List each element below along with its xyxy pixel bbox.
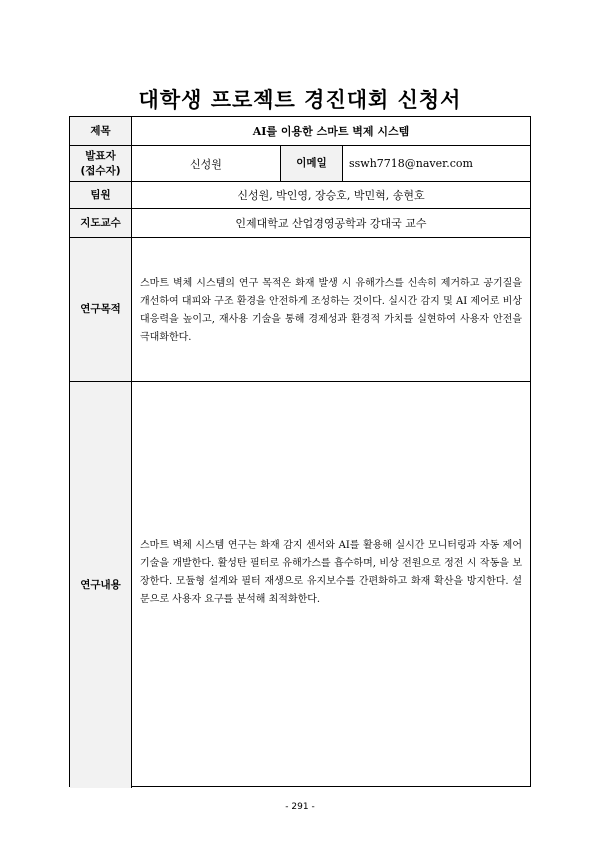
content-label: 연구내용: [70, 382, 132, 788]
presenter-name: 신성원: [132, 146, 281, 181]
page-number: - 291 -: [285, 802, 315, 812]
email-label: 이메일: [281, 146, 343, 181]
advisor-label: 지도교수: [70, 209, 132, 237]
team-value: 신성원, 박인영, 장승호, 박민혁, 송현호: [237, 189, 425, 202]
team-label: 팀원: [70, 182, 132, 208]
purpose-label: 연구목적: [70, 238, 132, 381]
application-form: [69, 116, 531, 787]
content-text: 스마트 벽체 시스템 연구는 화재 감지 센서와 AI를 활용해 실시간 모니터링과 자동 제어 기술을 개발한다. 활성탄 필터로 유해가스를 흡수하며, 비상 전원으로 정전 시 작동을 보장한다. 모듈형 설계와 필터 재생으로 유지보수를 간편화하고 화재 확산을 방지한다. 설문으로 사용자 요구를 분석해 최적화한다.: [140, 540, 522, 605]
presenter-label-line1: 발표자: [85, 149, 116, 162]
advisor-value: 인제대학교 산업경영공학과 강대국 교수: [235, 217, 427, 230]
purpose-text: 스마트 벽체 시스템의 연구 목적은 화재 발생 시 유해가스를 신속히 제거하고 공기질을 개선하여 대피와 구조 환경을 안전하게 조성하는 것이다. 실시간 감지 및 AI 제어로 비상 대응력을 높이고, 재사용 기술을 통해 경제성과 환경적 가치를 실현하여 사용자 안전을 극대화한다.: [140, 278, 522, 343]
advisor-row: [70, 209, 530, 238]
purpose-row: [70, 238, 530, 382]
presenter-row: [70, 146, 530, 182]
title-value: AI를 이용한 스마트 벽제 시스템: [252, 125, 410, 138]
presenter-label-line2: (접수자): [80, 164, 121, 177]
title-label: 제목: [70, 117, 132, 145]
page-title: 대학생 프로젝트 경진대회 신청서: [138, 88, 462, 112]
title-row: [70, 117, 530, 146]
presenter-label: [70, 146, 132, 181]
team-row: [70, 182, 530, 209]
content-row: [70, 382, 530, 788]
email-value: sswh7718@naver.com: [349, 157, 473, 170]
